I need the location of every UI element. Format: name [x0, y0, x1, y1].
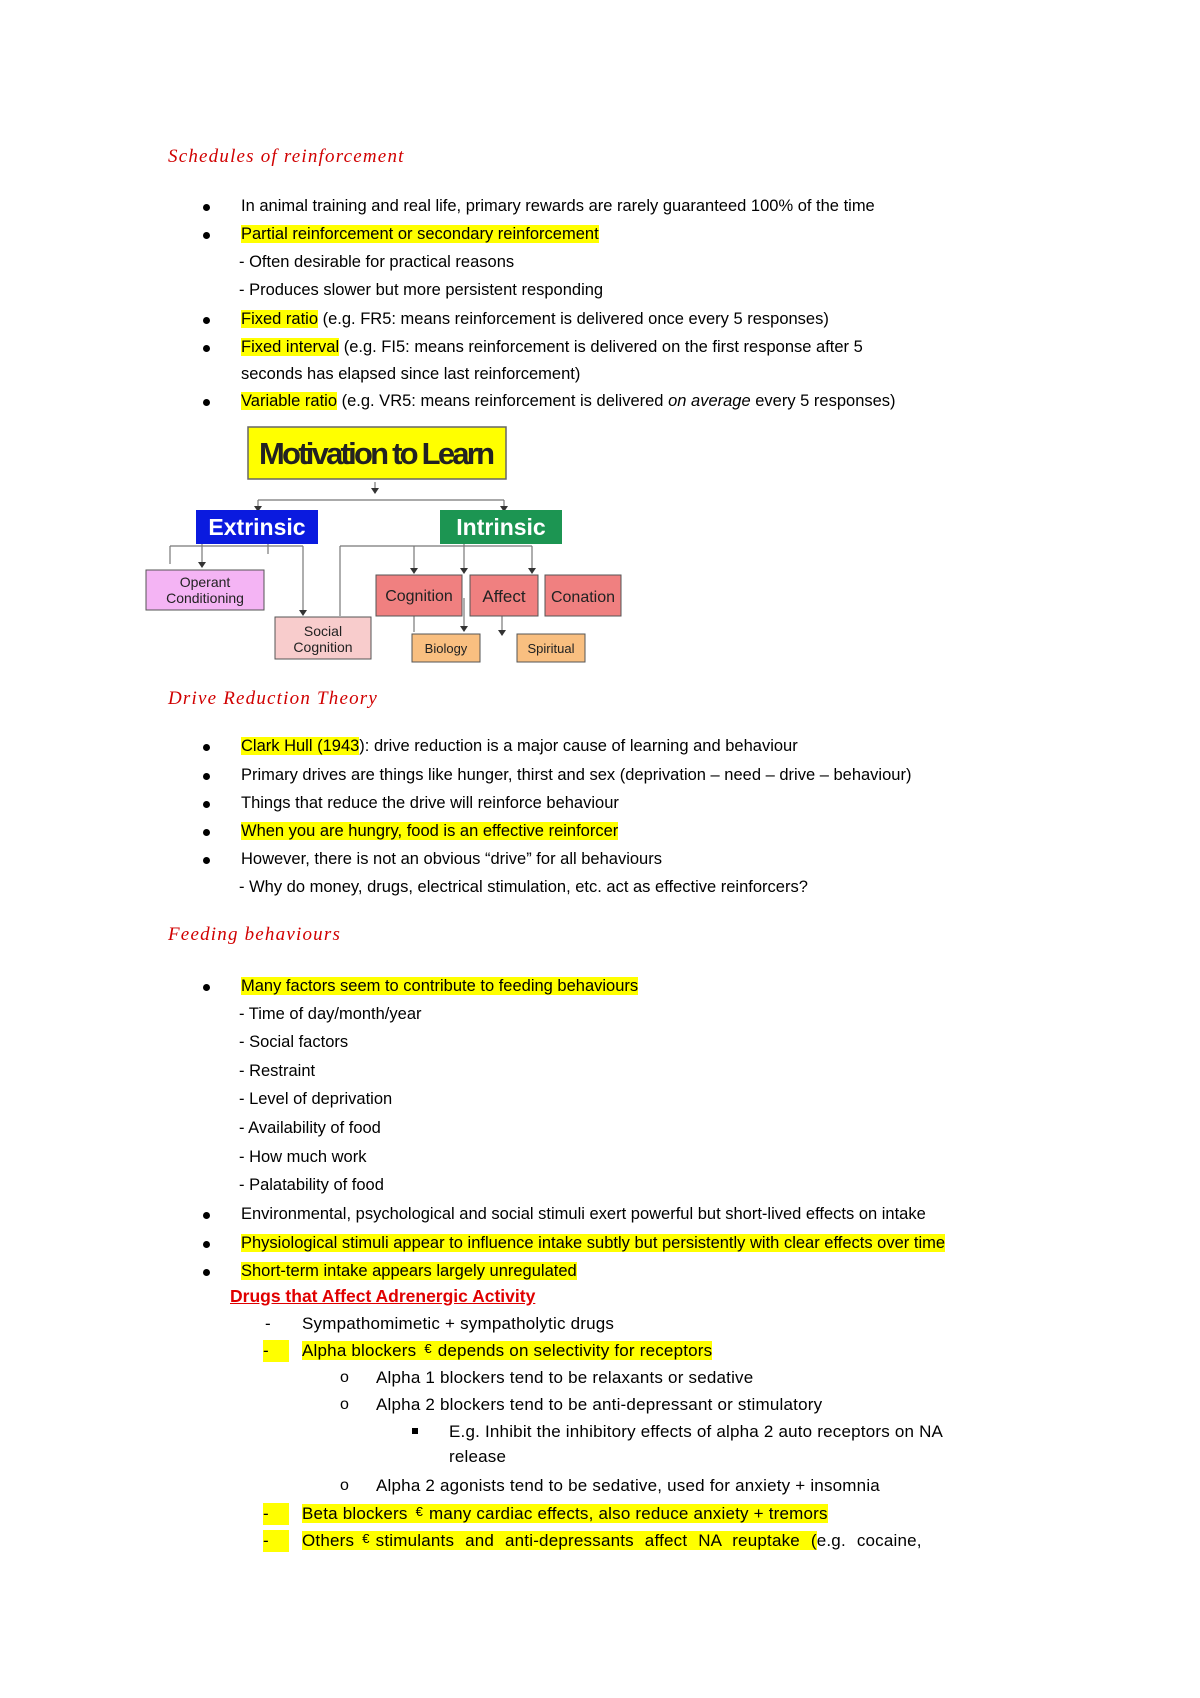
- feeding-bullet-1: [241, 975, 638, 997]
- drugs-subsub-1: E.g. Inhibit the inhibitory effects of alpha 2 auto receptors on NA: [449, 1422, 944, 1441]
- schedules-bullet-1: In animal training and real life, primary rewards are rarely guaranteed 100% of the time: [241, 197, 875, 215]
- feeding-sub: - Social factors: [239, 1033, 349, 1051]
- text: many cardiac effects, also reduce anxiety + tremors: [429, 1504, 828, 1523]
- dash-marker: -: [263, 1503, 289, 1525]
- drugs-item-1: Sympathomimetic + sympatholytic drugs: [302, 1314, 615, 1333]
- highlighted-text: Fixed ratio: [241, 310, 319, 328]
- bullet: [203, 773, 210, 780]
- text: ): drive reduction is a major cause of learning and behaviour: [359, 737, 798, 755]
- drugs-item-alpha: [302, 1340, 712, 1363]
- schedules-bullet-fixed-interval-cont: seconds has elapsed since last reinforcement): [241, 365, 581, 383]
- feeding-sub: - How much work: [239, 1148, 367, 1166]
- drive-sub-1: - Why do money, drugs, electrical stimulation, etc. act as effective reinforcers?: [239, 878, 808, 896]
- dash-marker: -: [263, 1530, 289, 1552]
- text: stimulants and anti-depressants affect NA reuptake (: [375, 1531, 817, 1550]
- motivation-diagram: [140, 418, 640, 668]
- label-spiritual: Spiritual: [527, 641, 575, 656]
- arrow-icon: €: [415, 1504, 424, 1519]
- arrow-icon: €: [362, 1531, 370, 1546]
- arrow-icon: €: [424, 1341, 432, 1356]
- feeding-bullet-3: [241, 1232, 945, 1254]
- label-affect: Affect: [482, 587, 526, 606]
- drive-bullet-1: [241, 735, 798, 757]
- feeding-bullet-4: [241, 1260, 577, 1282]
- circle-marker: o: [340, 1369, 349, 1386]
- schedules-sub-2: - Produces slower but more persistent responding: [239, 281, 604, 299]
- square-bullet: [412, 1428, 418, 1434]
- drugs-subsub-1-cont: release: [449, 1447, 507, 1466]
- schedules-bullet-variable-ratio: [241, 390, 896, 412]
- text: (e.g. FR5: means reinforcement is delivered once every 5 responses): [318, 310, 829, 328]
- bullet: [203, 399, 210, 406]
- feeding-sub: - Availability of food: [239, 1119, 381, 1137]
- bullet: [203, 345, 210, 352]
- highlighted-text: When you are hungry, food is an effective reinforcer: [241, 822, 619, 840]
- bullet: [203, 857, 210, 864]
- bullet: [203, 1212, 210, 1219]
- diagram-title: Motivation to Learn: [259, 436, 495, 471]
- bullet: [203, 1269, 210, 1276]
- drugs-sub-alpha1: Alpha 1 blockers tend to be relaxants or sedative: [376, 1368, 754, 1387]
- schedules-bullet-fixed-interval: [241, 336, 863, 358]
- bullet: [203, 317, 210, 324]
- bullet: [203, 801, 210, 808]
- drive-bullet-2: Primary drives are things like hunger, thirst and sex (deprivation – need – drive – behaviour): [241, 766, 912, 784]
- feeding-bullet-2: Environmental, psychological and social stimuli exert powerful but short-lived effects on intake: [241, 1205, 926, 1223]
- text: Beta blockers: [302, 1504, 408, 1523]
- label-operant-1: Operant: [179, 574, 231, 590]
- highlighted-text: Many factors seem to contribute to feeding behaviours: [241, 977, 639, 995]
- label-cognition: Cognition: [385, 588, 453, 605]
- heading-drive-reduction: Drive Reduction Theory: [168, 688, 379, 709]
- feeding-sub: - Time of day/month/year: [239, 1005, 422, 1023]
- bullet: [203, 1241, 210, 1248]
- text: Alpha blockers: [302, 1341, 417, 1360]
- highlighted-text: Variable ratio: [241, 392, 337, 410]
- label-extrinsic: Extrinsic: [208, 514, 306, 540]
- highlighted-text: [302, 1341, 712, 1360]
- label-conation: Conation: [550, 589, 616, 606]
- text: e.g. cocaine,: [816, 1531, 922, 1550]
- highlighted-text: Clark Hull (1943: [241, 737, 360, 755]
- heading-feeding: Feeding behaviours: [168, 924, 342, 945]
- schedules-bullet-2: [241, 223, 599, 245]
- text: (e.g. FI5: means reinforcement is delivered on the first response after 5: [339, 338, 863, 356]
- dash-marker: -: [263, 1340, 289, 1362]
- text: depends on selectivity for receptors: [437, 1341, 713, 1360]
- highlighted-text: [302, 1504, 828, 1523]
- drugs-item-others: [302, 1530, 922, 1553]
- label-operant-2: Conditioning: [166, 590, 244, 606]
- heading-schedules: Schedules of reinforcement: [168, 146, 405, 167]
- highlighted-text: Short-term intake appears largely unregulated: [241, 1262, 577, 1280]
- label-social-2: Cognition: [293, 639, 353, 655]
- bullet: [203, 984, 210, 991]
- highlighted-text: [302, 1531, 817, 1550]
- text: Others: [302, 1531, 355, 1550]
- text: every 5 responses): [750, 392, 896, 410]
- drugs-sub-agonists: Alpha 2 agonists tend to be sedative, used for anxiety + insomnia: [376, 1476, 880, 1495]
- bullet: [203, 232, 210, 239]
- drive-bullet-5: However, there is not an obvious “drive” for all behaviours: [241, 850, 662, 868]
- schedules-sub-1: - Often desirable for practical reasons: [239, 253, 515, 271]
- circle-marker: o: [340, 1396, 349, 1413]
- text: (e.g. VR5: means reinforcement is delivered: [337, 392, 669, 410]
- label-intrinsic: Intrinsic: [456, 514, 546, 540]
- drugs-item-beta: [302, 1503, 828, 1526]
- label-biology: Biology: [424, 641, 468, 656]
- feeding-sub: - Level of deprivation: [239, 1090, 393, 1108]
- bullet: [203, 204, 210, 211]
- highlighted-text: Fixed interval: [241, 338, 340, 356]
- italic-text: on average: [668, 392, 751, 410]
- feeding-sub: - Restraint: [239, 1062, 316, 1080]
- drugs-sub-alpha2: Alpha 2 blockers tend to be anti-depressant or stimulatory: [376, 1395, 823, 1414]
- schedules-bullet-fixed-ratio: [241, 308, 829, 330]
- feeding-sub: - Palatability of food: [239, 1176, 384, 1194]
- label-social-1: Social: [303, 623, 343, 639]
- bullet: [203, 829, 210, 836]
- circle-marker: o: [340, 1477, 349, 1494]
- drugs-title: Drugs that Affect Adrenergic Activity: [230, 1286, 536, 1306]
- drive-bullet-4: [241, 820, 618, 842]
- drive-bullet-3: Things that reduce the drive will reinforce behaviour: [241, 794, 619, 812]
- bullet: [203, 744, 210, 751]
- highlighted-text: Physiological stimuli appear to influence intake subtly but persistently with clear effects over time: [241, 1234, 946, 1252]
- highlighted-text: Partial reinforcement or secondary reinforcement: [241, 225, 599, 243]
- dash-marker: -: [265, 1314, 271, 1333]
